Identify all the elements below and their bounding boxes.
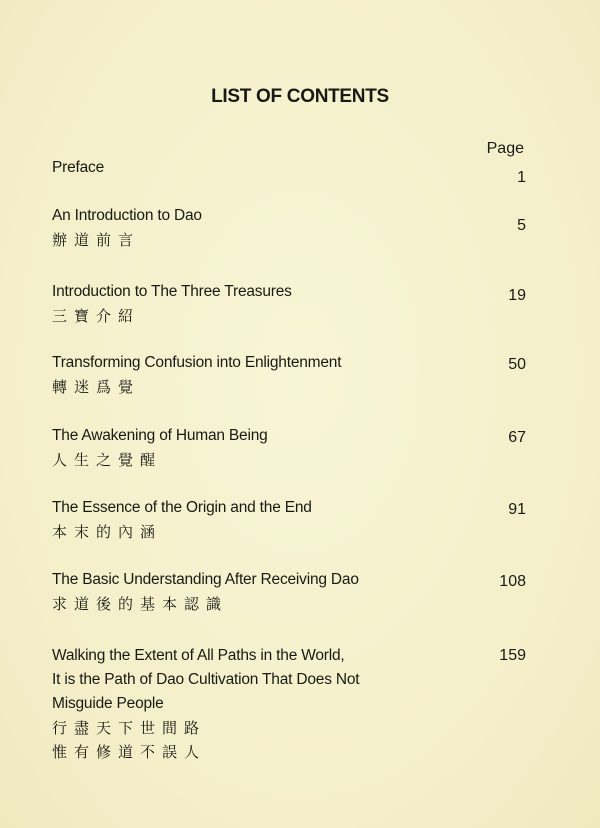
entry-title-en: Walking the Extent of All Paths in the World, [52,647,345,664]
toc-entry-walking-all-paths[interactable] [52,644,524,764]
entry-title-en: Transforming Confusion into Enlightenment [52,354,342,371]
toc-entry-three-treasures[interactable] [52,280,524,328]
page-title: LIST OF CONTENTS [211,86,389,107]
entry-page-number: 91 [508,501,526,518]
entry-title-en: The Essence of the Origin and the End [52,499,312,516]
entry-title-en: Preface [52,159,105,176]
entry-page-number: 67 [508,429,526,446]
entry-title-en: It is the Path of Dao Cultivation That Does Not [52,671,360,688]
entry-title-en: An Introduction to Dao [52,207,202,224]
entry-title-zh: 行盡天下世間路 [52,719,207,737]
entry-title-zh: 本末的內涵 [52,523,163,541]
entry-title-zh: 三寶介紹 [52,307,141,325]
entry-page-number: 108 [499,573,526,590]
entry-title-en: The Awakening of Human Being [52,427,268,444]
entry-title-en: Introduction to The Three Treasures [52,283,292,300]
toc-entry-introduction-to-dao[interactable] [52,204,524,252]
entry-page-number: 19 [508,287,526,304]
entry-title-zh: 惟有修道不誤人 [52,743,207,761]
entry-page-number: 1 [517,169,526,186]
entry-title-zh: 辦道前言 [52,231,141,249]
page-column-label: Page [486,140,524,157]
entry-page-number: 50 [508,356,526,373]
entry-title-zh: 人生之覺醒 [52,451,163,469]
entry-page-number: 5 [517,217,526,234]
entry-title-en: Misguide People [52,695,164,712]
entry-title-zh: 轉迷爲覺 [52,378,141,396]
entry-title-zh: 求道後的基本認識 [52,595,229,613]
toc-entry-preface[interactable] [52,156,526,186]
toc-entry-transforming-confusion[interactable] [52,351,524,399]
toc-entry-essence-origin-end[interactable] [52,496,524,544]
toc-entry-basic-understanding[interactable] [52,568,524,616]
entry-page-number: 159 [499,647,526,664]
entry-title-en: The Basic Understanding After Receiving Dao [52,571,359,588]
toc-entry-awakening-of-human-being[interactable] [52,424,524,472]
